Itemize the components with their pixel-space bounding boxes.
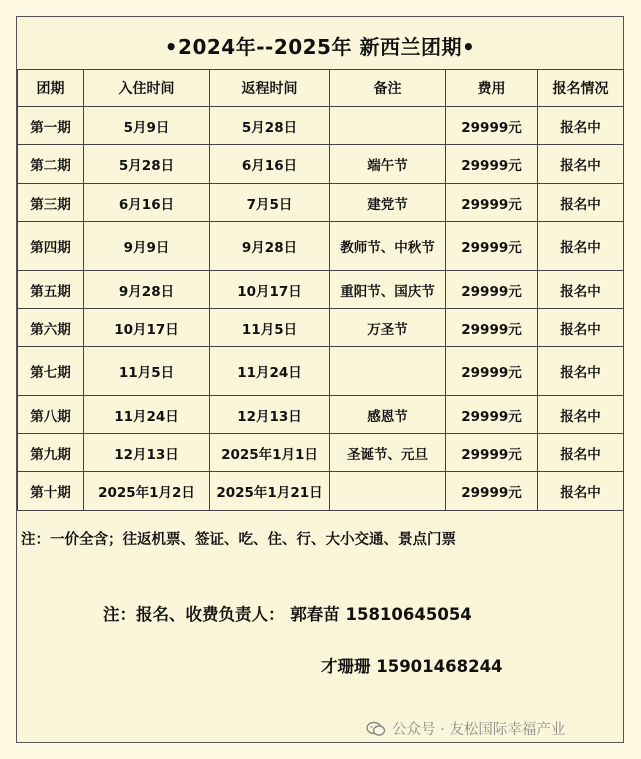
cell-period: 第七期 [18,347,84,396]
table-row [18,396,624,434]
cell-remarks: 感恩节 [330,396,446,434]
cell-return: 6月16日 [210,145,330,184]
watermark-text: 公众号 · 友松国际幸福产业 [392,722,566,738]
header-return: 返程时间 [210,70,330,107]
cell-checkin: 2025年1月2日 [84,472,210,511]
cell-remarks: 建党节 [330,184,446,222]
cell-period: 第三期 [18,184,84,222]
cell-period: 第六期 [18,309,84,347]
header-period: 团期 [18,70,84,107]
cell-return: 11月5日 [210,309,330,347]
cell-price: 29999元 [446,472,538,511]
cell-remarks: 教师节、中秋节 [330,222,446,271]
cell-return: 12月13日 [210,396,330,434]
cell-checkin: 9月28日 [84,271,210,309]
cell-remarks [330,347,446,396]
cell-period: 第五期 [18,271,84,309]
cell-status: 报名中 [538,347,624,396]
table-row [18,145,624,184]
cell-checkin: 11月24日 [84,396,210,434]
cell-return: 7月5日 [210,184,330,222]
cell-period: 第九期 [18,434,84,472]
cell-status: 报名中 [538,472,624,511]
table-row [18,347,624,396]
cell-status: 报名中 [538,271,624,309]
cell-price: 29999元 [446,434,538,472]
table-row [18,472,624,511]
cell-checkin: 6月16日 [84,184,210,222]
header-price: 费用 [446,70,538,107]
table-row [18,434,624,472]
cell-return: 9月28日 [210,222,330,271]
cell-price: 29999元 [446,107,538,145]
cell-price: 29999元 [446,347,538,396]
cell-return: 2025年1月1日 [210,434,330,472]
cell-return: 2025年1月21日 [210,472,330,511]
cell-status: 报名中 [538,309,624,347]
cell-status: 报名中 [538,434,624,472]
cell-price: 29999元 [446,145,538,184]
table-row [18,271,624,309]
cell-checkin: 10月17日 [84,309,210,347]
cell-remarks: 端午节 [330,145,446,184]
cell-status: 报名中 [538,184,624,222]
cell-return: 5月28日 [210,107,330,145]
header-status: 报名情况 [538,70,624,107]
cell-remarks: 圣诞节、元旦 [330,434,446,472]
cell-period: 第一期 [18,107,84,145]
cell-remarks: 万圣节 [330,309,446,347]
cell-status: 报名中 [538,396,624,434]
cell-remarks [330,107,446,145]
header-remarks: 备注 [330,70,446,107]
cell-period: 第二期 [18,145,84,184]
table-header-row [18,70,624,107]
cell-checkin: 11月5日 [84,347,210,396]
contact-line-2: 才珊珊 15901468244 [321,657,503,676]
cell-period: 第四期 [18,222,84,271]
cell-price: 29999元 [446,222,538,271]
cell-return: 11月24日 [210,347,330,396]
cell-checkin: 9月9日 [84,222,210,271]
cell-checkin: 5月28日 [84,145,210,184]
cell-status: 报名中 [538,107,624,145]
watermark [366,718,565,739]
cell-remarks [330,472,446,511]
wechat-icon [366,721,386,737]
table-row [18,309,624,347]
page-title: •2024年--2025年 新西兰团期• [164,35,476,59]
schedule-table [17,69,624,511]
header-checkin: 入住时间 [84,70,210,107]
cell-period: 第十期 [18,472,84,511]
cell-checkin: 5月9日 [84,107,210,145]
cell-remarks: 重阳节、国庆节 [330,271,446,309]
cell-return: 10月17日 [210,271,330,309]
cell-status: 报名中 [538,222,624,271]
table-row [18,222,624,271]
cell-price: 29999元 [446,309,538,347]
cell-price: 29999元 [446,184,538,222]
schedule-sheet [16,16,624,743]
cell-checkin: 12月13日 [84,434,210,472]
table-row [18,107,624,145]
cell-price: 29999元 [446,271,538,309]
cell-status: 报名中 [538,145,624,184]
cell-price: 29999元 [446,396,538,434]
cell-period: 第八期 [18,396,84,434]
table-row [18,184,624,222]
inclusion-note: 注：一价全含；往返机票、签证、吃、住、行、大小交通、景点门票 [21,532,456,548]
contact-line-1: 注：报名、收费负责人： 郭春苗 15810645054 [103,605,472,624]
